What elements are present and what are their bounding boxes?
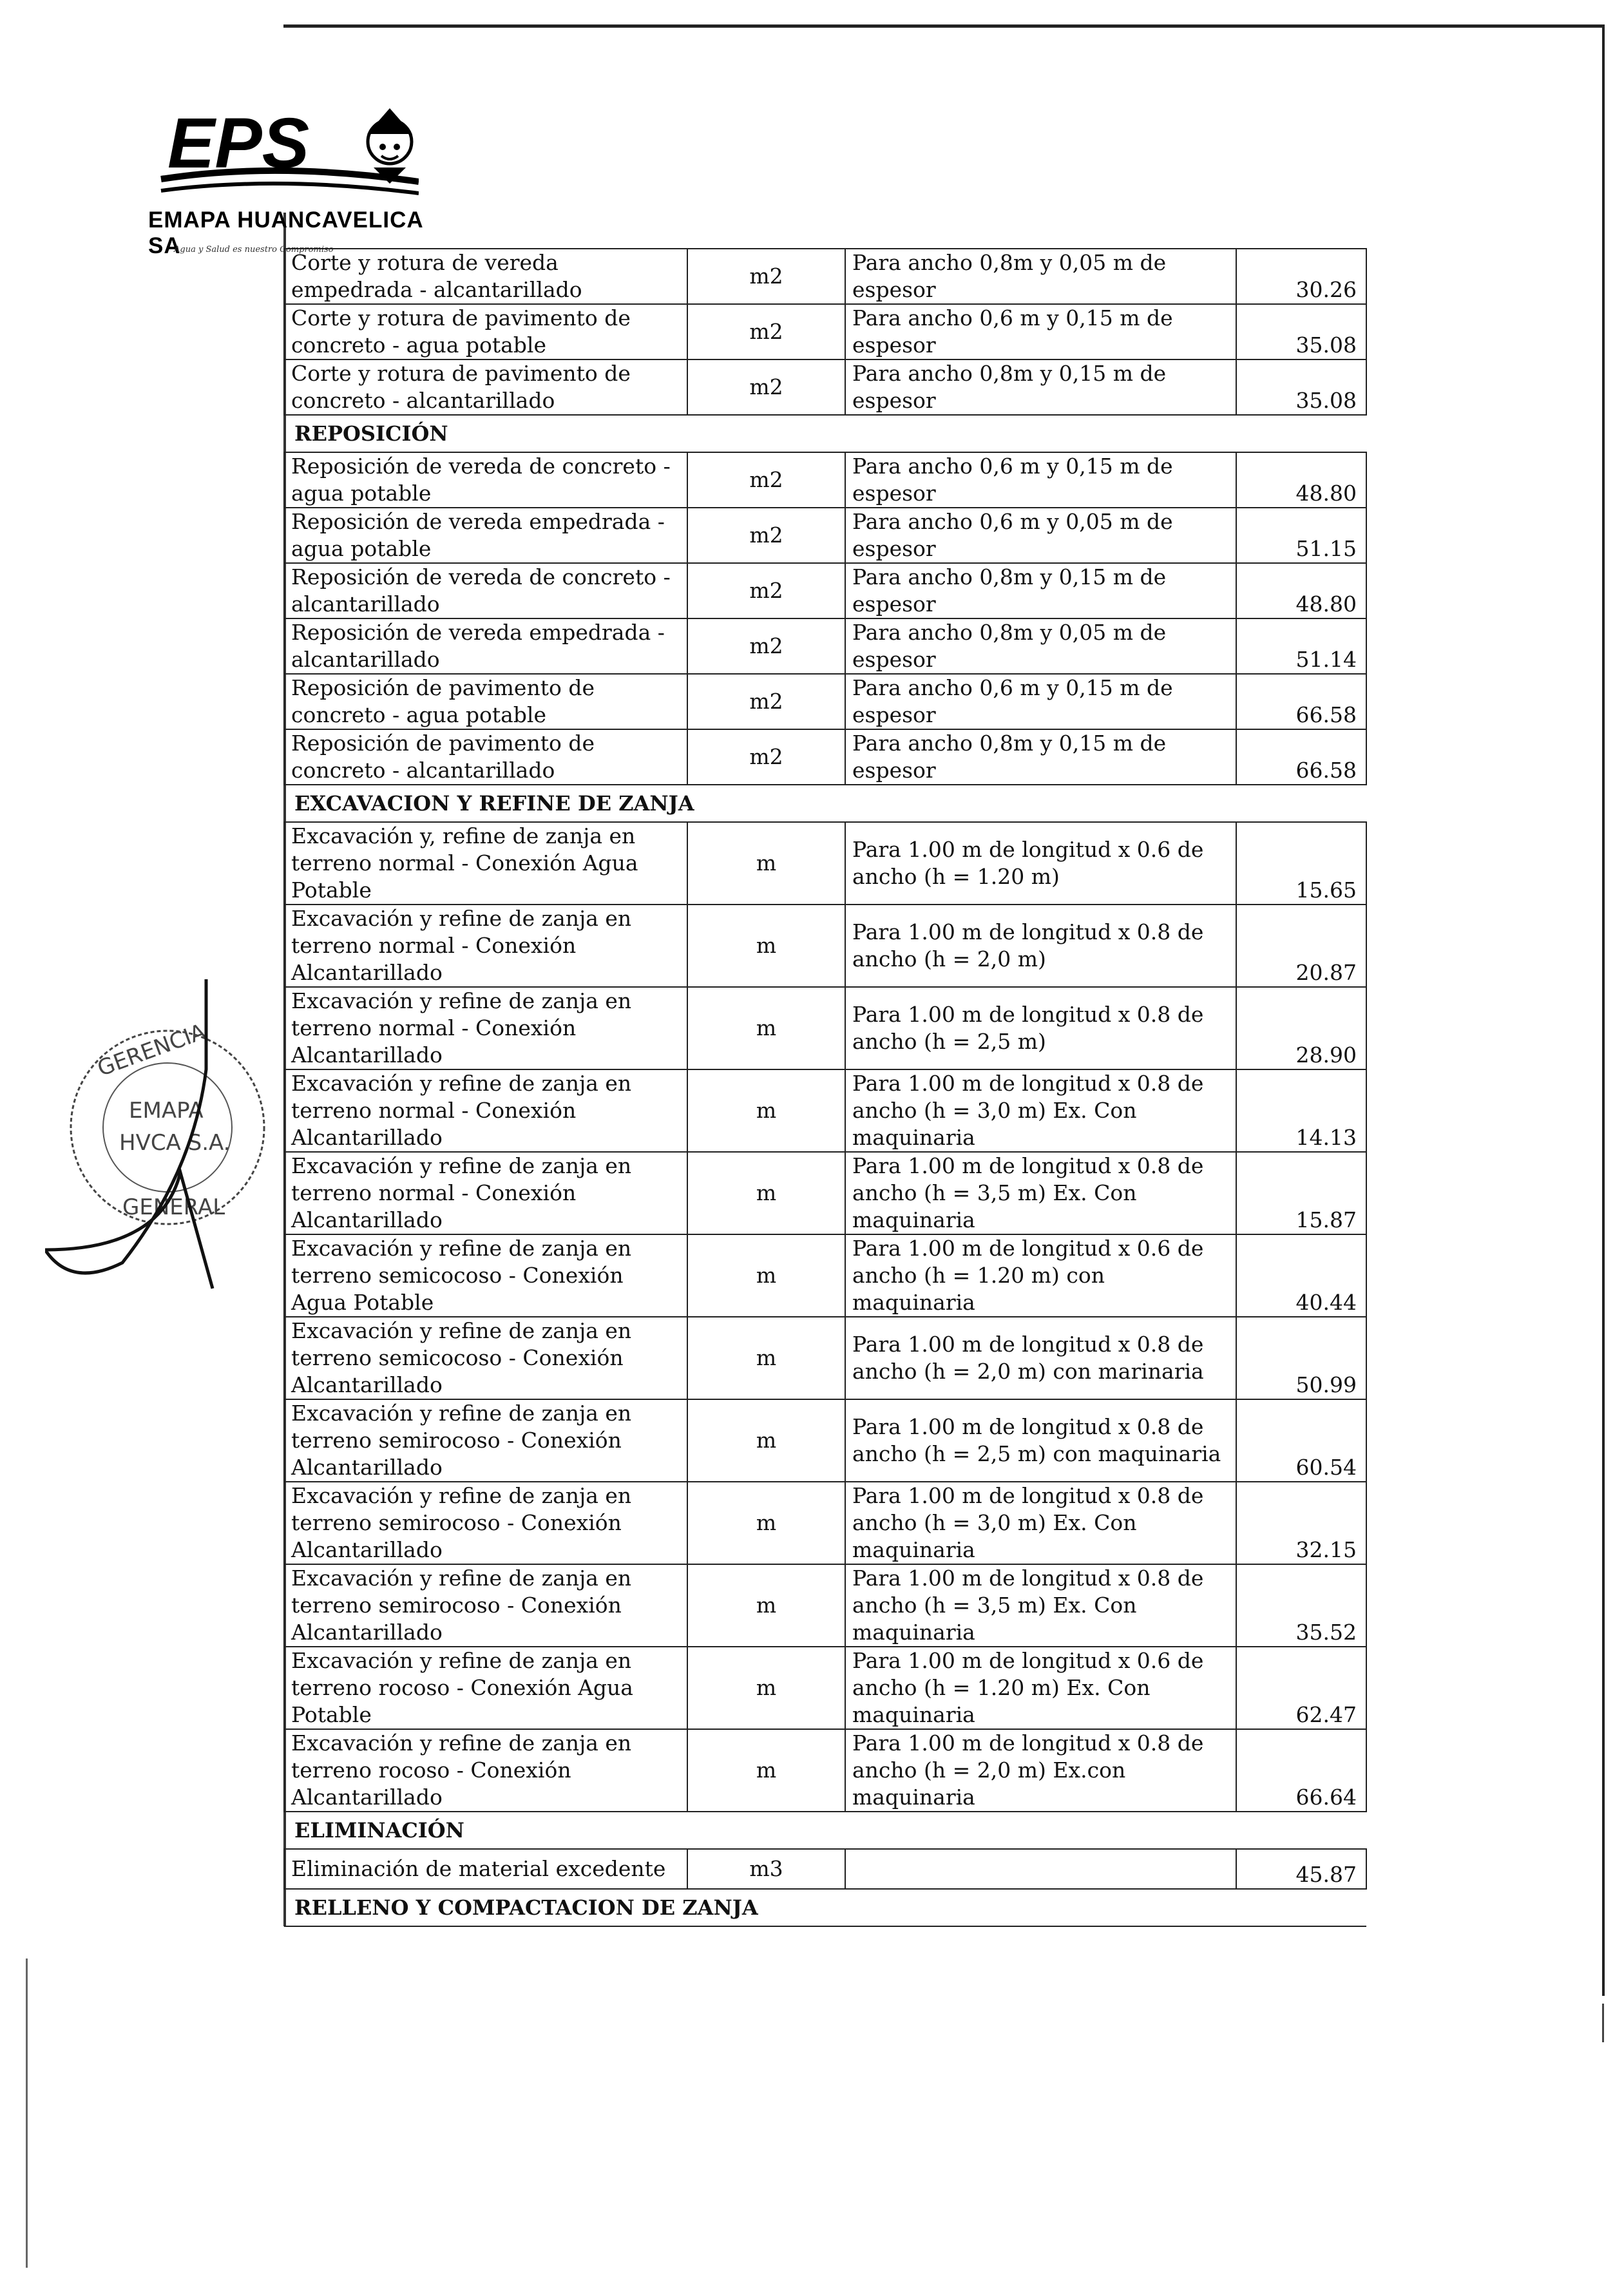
item-description: Corte y rotura de vereda empedrada - alcantarillado <box>284 249 687 304</box>
item-price: 32.15 <box>1236 1482 1366 1564</box>
item-specification: Para 1.00 m de longitud x 0.8 de ancho (h = 2,0 m) con marinaria <box>845 1317 1236 1399</box>
item-unit: m <box>687 1069 845 1152</box>
item-specification: Para ancho 0,8m y 0,15 m de espesor <box>845 563 1236 618</box>
table-row <box>284 1729 1366 1812</box>
item-specification: Para 1.00 m de longitud x 0.8 de ancho (h = 2,0 m) <box>845 905 1236 987</box>
item-description: Corte y rotura de pavimento de concreto - alcantarillado <box>284 359 687 415</box>
item-specification: Para ancho 0,6 m y 0,15 m de espesor <box>845 304 1236 359</box>
item-unit: m2 <box>687 359 845 415</box>
item-specification <box>845 1849 1236 1889</box>
item-specification: Para ancho 0,6 m y 0,15 m de espesor <box>845 452 1236 508</box>
table-row <box>284 1069 1366 1152</box>
item-unit: m <box>687 1729 845 1812</box>
item-description: Excavación y refine de zanja en terreno normal - Conexión Alcantarillado <box>284 905 687 987</box>
item-specification: Para ancho 0,8m y 0,15 m de espesor <box>845 359 1236 415</box>
seal-text-1: EMAPA <box>129 1098 204 1124</box>
table-row <box>284 249 1366 304</box>
item-specification: Para 1.00 m de longitud x 0.6 de ancho (h = 1.20 m) Ex. Con maquinaria <box>845 1647 1236 1729</box>
item-price: 51.14 <box>1236 618 1366 674</box>
item-unit: m <box>687 1647 845 1729</box>
item-description: Excavación y, refine de zanja en terreno normal - Conexión Agua Potable <box>284 822 687 905</box>
item-unit: m <box>687 1317 845 1399</box>
item-unit: m3 <box>687 1849 845 1889</box>
item-unit: m2 <box>687 304 845 359</box>
table-row <box>284 674 1366 729</box>
item-price: 50.99 <box>1236 1317 1366 1399</box>
table-row <box>284 452 1366 508</box>
item-specification: Para ancho 0,6 m y 0,15 m de espesor <box>845 674 1236 729</box>
item-unit: m2 <box>687 618 845 674</box>
item-price: 66.64 <box>1236 1729 1366 1812</box>
item-unit: m <box>687 987 845 1069</box>
item-price: 40.44 <box>1236 1234 1366 1317</box>
table-row <box>284 1647 1366 1729</box>
logo-brand: EPS <box>167 104 310 183</box>
table-row <box>284 1152 1366 1234</box>
item-specification: Para 1.00 m de longitud x 0.8 de ancho (h = 2,0 m) Ex.con maquinaria <box>845 1729 1236 1812</box>
item-specification: Para 1.00 m de longitud x 0.8 de ancho (h = 2,5 m) <box>845 987 1236 1069</box>
left-margin-mark <box>26 1959 28 2268</box>
item-specification: Para 1.00 m de longitud x 0.6 de ancho (h = 1.20 m) con maquinaria <box>845 1234 1236 1317</box>
item-price: 66.58 <box>1236 729 1366 785</box>
item-description: Excavación y refine de zanja en terreno rocoso - Conexión Agua Potable <box>284 1647 687 1729</box>
seal-text-bottom: GENERAL <box>122 1194 225 1220</box>
section-title: ELIMINACIÓN <box>284 1812 1366 1849</box>
item-description: Reposición de vereda empedrada - alcantarillado <box>284 618 687 674</box>
item-price: 48.80 <box>1236 563 1366 618</box>
price-table <box>283 248 1367 1927</box>
item-specification: Para ancho 0,8m y 0,15 m de espesor <box>845 729 1236 785</box>
section-title: EXCAVACION Y REFINE DE ZANJA <box>284 785 1366 822</box>
item-description: Excavación y refine de zanja en terreno normal - Conexión Alcantarillado <box>284 987 687 1069</box>
item-unit: m2 <box>687 249 845 304</box>
item-description: Excavación y refine de zanja en terreno semicocoso - Conexión Alcantarillado <box>284 1317 687 1399</box>
item-price: 45.87 <box>1236 1849 1366 1889</box>
item-description: Reposición de pavimento de concreto - agua potable <box>284 674 687 729</box>
item-unit: m2 <box>687 508 845 563</box>
item-unit: m2 <box>687 674 845 729</box>
section-title: RELLENO Y COMPACTACION DE ZANJA <box>284 1889 1366 1926</box>
section-header-row <box>284 1812 1366 1849</box>
item-specification: Para 1.00 m de longitud x 0.6 de ancho (h = 1.20 m) <box>845 822 1236 905</box>
table-row <box>284 1849 1366 1889</box>
logo-slogan: Agua y Salud es nuestro Compromiso <box>174 245 334 254</box>
right-border-line-fragment <box>1602 2004 1604 2042</box>
item-unit: m <box>687 1234 845 1317</box>
official-seal-stamp <box>45 979 277 1301</box>
item-unit: m <box>687 1564 845 1647</box>
item-price: 48.80 <box>1236 452 1366 508</box>
seal-text-2: HVCA S.A. <box>119 1130 231 1156</box>
item-specification: Para 1.00 m de longitud x 0.8 de ancho (h = 3,0 m) Ex. Con maquinaria <box>845 1482 1236 1564</box>
section-header-row <box>284 415 1366 452</box>
item-description: Reposición de vereda de concreto - alcantarillado <box>284 563 687 618</box>
item-specification: Para 1.00 m de longitud x 0.8 de ancho (h = 3,5 m) Ex. Con maquinaria <box>845 1564 1236 1647</box>
item-description: Excavación y refine de zanja en terreno semicocoso - Conexión Agua Potable <box>284 1234 687 1317</box>
item-description: Excavación y refine de zanja en terreno semirocoso - Conexión Alcantarillado <box>284 1399 687 1482</box>
table-row <box>284 563 1366 618</box>
item-description: Excavación y refine de zanja en terreno semirocoso - Conexión Alcantarillado <box>284 1564 687 1647</box>
item-unit: m2 <box>687 729 845 785</box>
item-unit: m <box>687 822 845 905</box>
item-price: 62.47 <box>1236 1647 1366 1729</box>
item-price: 35.08 <box>1236 359 1366 415</box>
item-price: 60.54 <box>1236 1399 1366 1482</box>
table-row <box>284 508 1366 563</box>
item-price: 30.26 <box>1236 249 1366 304</box>
item-specification: Para ancho 0,6 m y 0,05 m de espesor <box>845 508 1236 563</box>
item-description: Reposición de vereda empedrada - agua potable <box>284 508 687 563</box>
table-row <box>284 729 1366 785</box>
item-unit: m <box>687 905 845 987</box>
table-row <box>284 359 1366 415</box>
table-row <box>284 304 1366 359</box>
item-unit: m2 <box>687 452 845 508</box>
seal-text-top: GERENCIA <box>93 1019 209 1082</box>
section-header-row <box>284 785 1366 822</box>
item-price: 51.15 <box>1236 508 1366 563</box>
item-price: 15.87 <box>1236 1152 1366 1234</box>
item-unit: m2 <box>687 563 845 618</box>
item-price: 35.52 <box>1236 1564 1366 1647</box>
section-header-row <box>284 1889 1366 1926</box>
item-specification: Para 1.00 m de longitud x 0.8 de ancho (h = 2,5 m) con maquinaria <box>845 1399 1236 1482</box>
item-description: Reposición de pavimento de concreto - alcantarillado <box>284 729 687 785</box>
item-price: 15.65 <box>1236 822 1366 905</box>
item-price: 35.08 <box>1236 304 1366 359</box>
table-row <box>284 1399 1366 1482</box>
table-row <box>284 905 1366 987</box>
item-description: Excavación y refine de zanja en terreno semirocoso - Conexión Alcantarillado <box>284 1482 687 1564</box>
item-specification: Para ancho 0,8m y 0,05 m de espesor <box>845 618 1236 674</box>
item-description: Excavación y refine de zanja en terreno rocoso - Conexión Alcantarillado <box>284 1729 687 1812</box>
right-border-line <box>1602 24 1605 1996</box>
item-specification: Para 1.00 m de longitud x 0.8 de ancho (h = 3,0 m) Ex. Con maquinaria <box>845 1069 1236 1152</box>
table-row <box>284 1482 1366 1564</box>
item-description: Eliminación de material excedente <box>284 1849 687 1889</box>
item-description: Excavación y refine de zanja en terreno normal - Conexión Alcantarillado <box>284 1152 687 1234</box>
table-row <box>284 1234 1366 1317</box>
section-title: REPOSICIÓN <box>284 415 1366 452</box>
item-specification: Para ancho 0,8m y 0,05 m de espesor <box>845 249 1236 304</box>
logo-company-name: EMAPA HUANCAVELICA SA <box>148 207 423 258</box>
item-description: Corte y rotura de pavimento de concreto - agua potable <box>284 304 687 359</box>
item-description: Excavación y refine de zanja en terreno normal - Conexión Alcantarillado <box>284 1069 687 1152</box>
item-unit: m <box>687 1399 845 1482</box>
table-row <box>284 618 1366 674</box>
item-price: 66.58 <box>1236 674 1366 729</box>
item-unit: m <box>687 1482 845 1564</box>
item-price: 28.90 <box>1236 987 1366 1069</box>
table-row <box>284 1317 1366 1399</box>
table-row <box>284 1564 1366 1647</box>
top-border-line <box>283 24 1604 28</box>
item-unit: m <box>687 1152 845 1234</box>
item-price: 14.13 <box>1236 1069 1366 1152</box>
item-specification: Para 1.00 m de longitud x 0.8 de ancho (h = 3,5 m) Ex. Con maquinaria <box>845 1152 1236 1234</box>
table-row <box>284 822 1366 905</box>
item-description: Reposición de vereda de concreto - agua potable <box>284 452 687 508</box>
item-price: 20.87 <box>1236 905 1366 987</box>
table-row <box>284 987 1366 1069</box>
